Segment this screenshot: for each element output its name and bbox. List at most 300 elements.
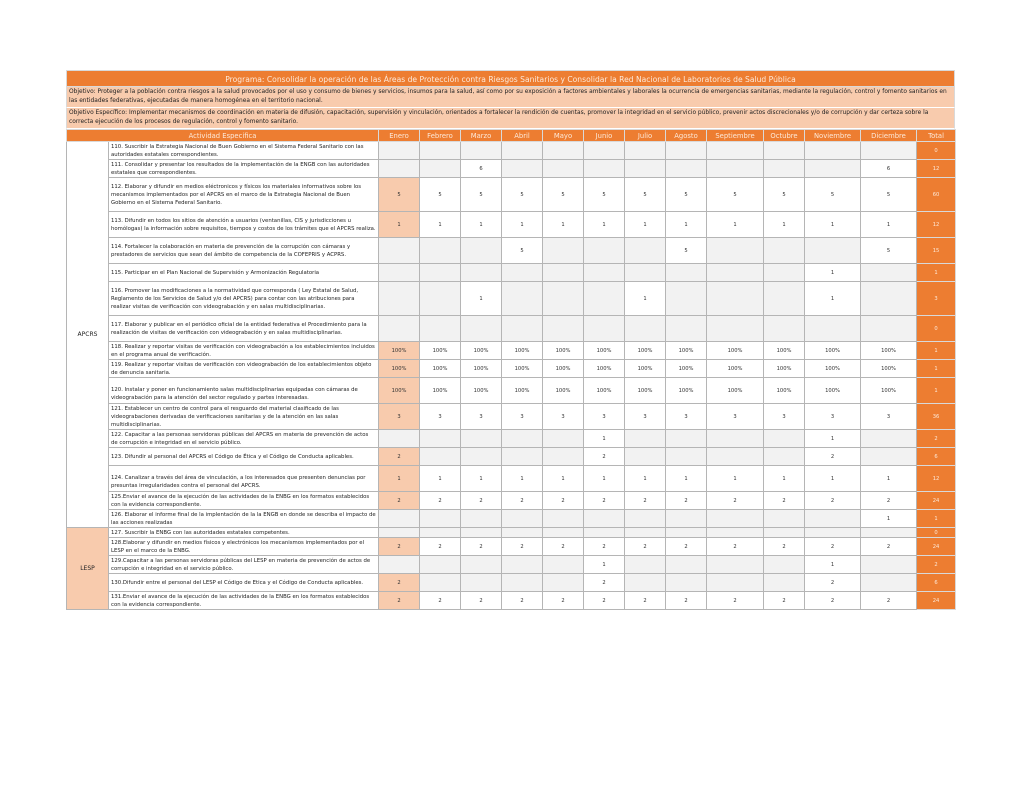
month-cell-agosto: 2 xyxy=(666,592,707,610)
month-cell-marzo xyxy=(461,316,502,342)
month-cell-junio xyxy=(584,282,625,316)
table-row xyxy=(67,160,956,178)
month-cell-mayo xyxy=(543,556,584,574)
month-cell-octubre xyxy=(764,160,805,178)
activity-sheet xyxy=(66,70,955,610)
month-cell-mayo xyxy=(543,574,584,592)
month-cell-mayo: 100% xyxy=(543,342,584,360)
month-cell-junio: 1 xyxy=(584,466,625,492)
month-cell-diciembre xyxy=(861,282,917,316)
month-cell-junio: 100% xyxy=(584,378,625,404)
month-cell-abril: 5 xyxy=(502,178,543,212)
month-cell-marzo: 6 xyxy=(461,160,502,178)
activity-description: 127. Suscribir la ENBG con las autoridades estatales competentes. xyxy=(109,528,379,538)
month-cell-diciembre: 100% xyxy=(861,360,917,378)
month-cell-enero xyxy=(379,316,420,342)
column-header-abril: Abril xyxy=(502,130,543,142)
objective-text: Objetivo: Proteger a la población contra riesgos a la salud provocados por el uso y consumo de bienes y servicios, insumos para la salud, así como por su exposición a factores ambientales y laborales la ocurrencia de emergencias sanitarias, mediante la regulación, control y fomento sanitarios en las entidades federativas, ejecutadas de manera homogénea en el territorio nacional. xyxy=(66,87,955,108)
month-cell-agosto xyxy=(666,264,707,282)
month-cell-noviembre: 1 xyxy=(805,430,861,448)
table-row xyxy=(67,592,956,610)
month-cell-diciembre: 3 xyxy=(861,404,917,430)
month-cell-octubre xyxy=(764,238,805,264)
month-cell-abril xyxy=(502,142,543,160)
month-cell-noviembre: 1 xyxy=(805,282,861,316)
month-cell-febrero: 5 xyxy=(420,178,461,212)
activity-description: 131.Enviar el avance de la ejecución de las actividades de la ENBG en los formatos establecidos con la evidencia correspondiente. xyxy=(109,592,379,610)
month-cell-octubre xyxy=(764,528,805,538)
activity-description: 111. Consolidar y presentar los resultados de la implementación de la ENGB con las autoridades estatales que correspondientes. xyxy=(109,160,379,178)
month-cell-octubre: 100% xyxy=(764,378,805,404)
month-cell-septiembre xyxy=(707,448,764,466)
month-cell-febrero xyxy=(420,430,461,448)
month-cell-abril xyxy=(502,430,543,448)
month-cell-diciembre xyxy=(861,528,917,538)
table-row xyxy=(67,238,956,264)
month-cell-enero xyxy=(379,264,420,282)
month-cell-mayo: 3 xyxy=(543,404,584,430)
month-cell-noviembre xyxy=(805,142,861,160)
month-cell-agosto xyxy=(666,448,707,466)
column-header-marzo: Marzo xyxy=(461,130,502,142)
month-cell-noviembre: 2 xyxy=(805,592,861,610)
activity-description: 123. Difundir al personal del APCRS el Código de Ética y el Código de Conducta aplicables. xyxy=(109,448,379,466)
table-row xyxy=(67,528,956,538)
total-cell: 6 xyxy=(917,574,956,592)
month-cell-enero: 3 xyxy=(379,404,420,430)
month-cell-octubre: 5 xyxy=(764,178,805,212)
month-cell-mayo: 100% xyxy=(543,360,584,378)
month-cell-octubre xyxy=(764,556,805,574)
table-row xyxy=(67,142,956,160)
month-cell-julio: 100% xyxy=(625,378,666,404)
total-cell: 2 xyxy=(917,556,956,574)
month-cell-diciembre xyxy=(861,574,917,592)
column-header-total: Total xyxy=(917,130,956,142)
month-cell-julio xyxy=(625,574,666,592)
month-cell-febrero xyxy=(420,510,461,528)
month-cell-agosto xyxy=(666,430,707,448)
total-cell: 3 xyxy=(917,282,956,316)
month-cell-noviembre xyxy=(805,510,861,528)
month-cell-diciembre: 1 xyxy=(861,212,917,238)
total-cell: 0 xyxy=(917,316,956,342)
month-cell-diciembre xyxy=(861,556,917,574)
month-cell-diciembre xyxy=(861,430,917,448)
month-cell-mayo: 2 xyxy=(543,592,584,610)
month-cell-julio: 1 xyxy=(625,466,666,492)
month-cell-junio: 100% xyxy=(584,342,625,360)
total-cell: 1 xyxy=(917,378,956,404)
month-cell-julio xyxy=(625,510,666,528)
table-row xyxy=(67,178,956,212)
month-cell-abril xyxy=(502,556,543,574)
month-cell-junio: 100% xyxy=(584,360,625,378)
month-cell-mayo xyxy=(543,264,584,282)
month-cell-enero: 2 xyxy=(379,492,420,510)
activity-description: 121. Establecer un centro de control para el resguardo del material clasificado de las videograbaciones derivadas de verificaciones sanitarias y de la atención en las salas multidisciplinarias. xyxy=(109,404,379,430)
activity-description: 114. Fortalecer la colaboración en materia de prevención de la corrupción con cámaras y prestadores de servicios que sean del ámbito de competencia de la COFEPRIS y ACPRS. xyxy=(109,238,379,264)
month-cell-julio: 3 xyxy=(625,404,666,430)
activity-description: 115. Participar en el Plan Nacional de Supervisión y Armonización Regulatoria xyxy=(109,264,379,282)
month-cell-mayo xyxy=(543,528,584,538)
month-cell-abril xyxy=(502,282,543,316)
month-cell-marzo: 2 xyxy=(461,492,502,510)
month-cell-septiembre xyxy=(707,264,764,282)
month-cell-diciembre: 1 xyxy=(861,510,917,528)
activity-description: 125.Enviar el avance de la ejecución de las actividades de la ENBG en los formatos establecidos con la evidencia correspondiente. xyxy=(109,492,379,510)
month-cell-mayo: 2 xyxy=(543,492,584,510)
month-cell-marzo xyxy=(461,430,502,448)
activity-description: 112. Elaborar y difundir en medios eléctronicos y físicos los materiales informativos sobre los mecanismos implementados por el APCRS en el marco de la Estrategia Nacional de Buen Gobierno en el Sistema Federal Sanitario. xyxy=(109,178,379,212)
column-header-agosto: Agosto xyxy=(666,130,707,142)
month-cell-junio: 3 xyxy=(584,404,625,430)
month-cell-noviembre: 100% xyxy=(805,378,861,404)
month-cell-julio: 2 xyxy=(625,592,666,610)
month-cell-octubre: 3 xyxy=(764,404,805,430)
month-cell-enero xyxy=(379,282,420,316)
column-header-activity: Actividad Especifica xyxy=(67,130,379,142)
month-cell-junio xyxy=(584,264,625,282)
month-cell-febrero: 2 xyxy=(420,538,461,556)
month-cell-septiembre xyxy=(707,430,764,448)
month-cell-octubre: 1 xyxy=(764,466,805,492)
table-row xyxy=(67,556,956,574)
month-cell-abril xyxy=(502,574,543,592)
program-title: Programa: Consolidar la operación de las Áreas de Protección contra Riesgos Sanitarios y Consolidar la Red Nacional de Laboratorios de Salud Pública xyxy=(66,70,955,87)
activity-description: 110. Suscribir la Estrategia Nacional de Buen Gobierno en el Sistema Federal Sanitario con las autoridades estatales correspondientes. xyxy=(109,142,379,160)
month-cell-diciembre: 2 xyxy=(861,492,917,510)
month-cell-agosto: 100% xyxy=(666,360,707,378)
month-cell-enero: 100% xyxy=(379,342,420,360)
month-cell-noviembre: 3 xyxy=(805,404,861,430)
total-cell: 6 xyxy=(917,448,956,466)
month-cell-abril xyxy=(502,316,543,342)
activity-description: 126. Elaborar el informe final de la implentación de la la ENGB en donde se describa el impacto de las acciones realizadas xyxy=(109,510,379,528)
month-cell-octubre: 2 xyxy=(764,538,805,556)
month-cell-abril: 3 xyxy=(502,404,543,430)
month-cell-junio xyxy=(584,142,625,160)
month-cell-julio: 100% xyxy=(625,360,666,378)
month-cell-abril: 100% xyxy=(502,360,543,378)
month-cell-septiembre xyxy=(707,160,764,178)
table-body xyxy=(67,142,956,610)
month-cell-julio xyxy=(625,528,666,538)
month-cell-marzo xyxy=(461,574,502,592)
month-cell-julio xyxy=(625,264,666,282)
month-cell-marzo: 2 xyxy=(461,538,502,556)
month-cell-febrero: 100% xyxy=(420,342,461,360)
column-header-febrero: Febrero xyxy=(420,130,461,142)
month-cell-mayo xyxy=(543,142,584,160)
month-cell-junio: 2 xyxy=(584,492,625,510)
activity-description: 120. Instalar y poner en funcionamiento salas multidisciplinarias equipadas con cámaras de videograbación para la atención del sector regulado y partes interesadas. xyxy=(109,378,379,404)
month-cell-mayo xyxy=(543,510,584,528)
month-cell-abril: 1 xyxy=(502,212,543,238)
month-cell-agosto xyxy=(666,282,707,316)
month-cell-agosto xyxy=(666,556,707,574)
month-cell-agosto xyxy=(666,142,707,160)
month-cell-agosto xyxy=(666,528,707,538)
total-cell: 0 xyxy=(917,528,956,538)
month-cell-febrero xyxy=(420,528,461,538)
month-cell-abril xyxy=(502,160,543,178)
month-cell-julio xyxy=(625,316,666,342)
total-cell: 2 xyxy=(917,430,956,448)
month-cell-abril: 100% xyxy=(502,342,543,360)
table-row xyxy=(67,492,956,510)
month-cell-enero: 100% xyxy=(379,360,420,378)
activity-description: 130.Difundir entre el personal del LESP el Código de Etica y el Código de Conducta aplicables. xyxy=(109,574,379,592)
month-cell-junio xyxy=(584,160,625,178)
month-cell-mayo xyxy=(543,316,584,342)
activity-description: 129.Capacitar a las personas servidoras públicas del LESP en materia de prevención de actos de corrupción e integridad en el servicio público. xyxy=(109,556,379,574)
month-cell-noviembre: 2 xyxy=(805,574,861,592)
month-cell-enero xyxy=(379,528,420,538)
month-cell-octubre xyxy=(764,448,805,466)
activity-description: 128.Elaborar y difundir en medios físicos y electrónicos los mecanismos implementados por el LESP en el marco de la ENBG. xyxy=(109,538,379,556)
table-row xyxy=(67,378,956,404)
total-cell: 1 xyxy=(917,510,956,528)
activity-description: 116. Promover las modificaciones a la normatividad que corresponda ( Ley Estatal de Salud, Reglamento de los Servicios de Salud y/o del APCRS) para contar con las atribuciones para realizar visitas de verificación con videograbación y en salas multidisciplinarias. xyxy=(109,282,379,316)
table-row xyxy=(67,342,956,360)
month-cell-octubre: 2 xyxy=(764,492,805,510)
month-cell-abril xyxy=(502,264,543,282)
activity-description: 117. Elaborar y publicar en el periódico oficial de la entidad federativa el Procedimiento para la realización de visitas de verificación con videograbación y en salas multidisciplinarias. xyxy=(109,316,379,342)
area-label: LESP xyxy=(67,528,109,610)
month-cell-abril: 2 xyxy=(502,592,543,610)
month-cell-marzo: 5 xyxy=(461,178,502,212)
month-cell-mayo: 2 xyxy=(543,538,584,556)
month-cell-noviembre: 100% xyxy=(805,360,861,378)
month-cell-mayo xyxy=(543,160,584,178)
month-cell-diciembre xyxy=(861,142,917,160)
month-cell-diciembre: 100% xyxy=(861,342,917,360)
month-cell-marzo: 2 xyxy=(461,592,502,610)
column-header-octubre: Octubre xyxy=(764,130,805,142)
month-cell-julio xyxy=(625,238,666,264)
month-cell-julio xyxy=(625,160,666,178)
month-cell-octubre xyxy=(764,142,805,160)
month-cell-julio xyxy=(625,556,666,574)
month-cell-abril xyxy=(502,510,543,528)
month-cell-noviembre: 2 xyxy=(805,492,861,510)
total-cell: 60 xyxy=(917,178,956,212)
activity-table xyxy=(66,129,956,610)
month-cell-marzo: 100% xyxy=(461,378,502,404)
month-cell-agosto: 1 xyxy=(666,212,707,238)
month-cell-marzo xyxy=(461,238,502,264)
table-row xyxy=(67,282,956,316)
month-cell-septiembre: 2 xyxy=(707,592,764,610)
total-cell: 24 xyxy=(917,538,956,556)
month-cell-enero: 1 xyxy=(379,212,420,238)
total-cell: 1 xyxy=(917,360,956,378)
month-cell-diciembre xyxy=(861,316,917,342)
month-cell-diciembre: 5 xyxy=(861,238,917,264)
month-cell-agosto: 100% xyxy=(666,342,707,360)
month-cell-enero: 1 xyxy=(379,466,420,492)
table-row xyxy=(67,316,956,342)
month-cell-marzo: 1 xyxy=(461,212,502,238)
month-cell-octubre xyxy=(764,282,805,316)
month-cell-abril: 2 xyxy=(502,492,543,510)
month-cell-junio xyxy=(584,238,625,264)
month-cell-enero xyxy=(379,510,420,528)
month-cell-mayo xyxy=(543,448,584,466)
total-cell: 1 xyxy=(917,264,956,282)
month-cell-febrero: 100% xyxy=(420,378,461,404)
month-cell-noviembre xyxy=(805,160,861,178)
month-cell-marzo xyxy=(461,528,502,538)
month-cell-febrero: 3 xyxy=(420,404,461,430)
specific-objective-text: Objetivo Específico: Implementar mecanismos de coordinación en materia de difusión, capacitación, supervisión y vinculación, orientados a fortalecer la rendición de cuentas, promover la integridad en el servicio público, prevenir actos discrecionales y/o de corrupción y dar certeza sobre la correcta ejecución de los procesos de regulación, control y fomento sanitario. xyxy=(66,108,955,129)
month-cell-abril: 1 xyxy=(502,466,543,492)
month-cell-octubre xyxy=(764,316,805,342)
month-cell-mayo: 100% xyxy=(543,378,584,404)
total-cell: 36 xyxy=(917,404,956,430)
month-cell-mayo: 1 xyxy=(543,466,584,492)
month-cell-enero: 2 xyxy=(379,592,420,610)
table-row xyxy=(67,466,956,492)
month-cell-septiembre xyxy=(707,142,764,160)
column-header-septiembre: Septiembre xyxy=(707,130,764,142)
month-cell-abril xyxy=(502,448,543,466)
table-row xyxy=(67,448,956,466)
month-cell-febrero: 1 xyxy=(420,466,461,492)
month-cell-diciembre xyxy=(861,264,917,282)
month-cell-octubre xyxy=(764,264,805,282)
month-cell-septiembre xyxy=(707,510,764,528)
month-cell-agosto xyxy=(666,574,707,592)
month-cell-noviembre xyxy=(805,238,861,264)
month-cell-noviembre: 1 xyxy=(805,466,861,492)
month-cell-marzo: 1 xyxy=(461,282,502,316)
month-cell-junio: 2 xyxy=(584,592,625,610)
month-cell-julio: 1 xyxy=(625,282,666,316)
month-cell-febrero xyxy=(420,556,461,574)
month-cell-julio: 5 xyxy=(625,178,666,212)
month-cell-enero: 5 xyxy=(379,178,420,212)
month-cell-septiembre xyxy=(707,316,764,342)
month-cell-junio: 1 xyxy=(584,212,625,238)
month-cell-junio: 2 xyxy=(584,538,625,556)
month-cell-febrero: 2 xyxy=(420,592,461,610)
month-cell-diciembre: 2 xyxy=(861,592,917,610)
table-row xyxy=(67,404,956,430)
month-cell-junio: 5 xyxy=(584,178,625,212)
month-cell-marzo: 1 xyxy=(461,466,502,492)
month-cell-noviembre xyxy=(805,528,861,538)
month-cell-febrero xyxy=(420,574,461,592)
month-cell-noviembre: 1 xyxy=(805,556,861,574)
month-cell-diciembre: 6 xyxy=(861,160,917,178)
month-cell-abril: 2 xyxy=(502,538,543,556)
column-header-julio: Julio xyxy=(625,130,666,142)
month-cell-septiembre xyxy=(707,528,764,538)
month-cell-junio xyxy=(584,528,625,538)
month-cell-diciembre xyxy=(861,448,917,466)
month-cell-noviembre: 5 xyxy=(805,178,861,212)
column-header-junio: Junio xyxy=(584,130,625,142)
month-cell-febrero xyxy=(420,238,461,264)
month-cell-septiembre xyxy=(707,282,764,316)
month-cell-febrero: 100% xyxy=(420,360,461,378)
month-cell-septiembre: 2 xyxy=(707,492,764,510)
month-cell-enero: 2 xyxy=(379,574,420,592)
month-cell-junio xyxy=(584,510,625,528)
month-cell-julio: 2 xyxy=(625,492,666,510)
month-cell-septiembre: 2 xyxy=(707,538,764,556)
month-cell-agosto: 2 xyxy=(666,538,707,556)
month-cell-marzo xyxy=(461,264,502,282)
month-cell-noviembre xyxy=(805,316,861,342)
month-cell-junio: 2 xyxy=(584,574,625,592)
month-cell-marzo: 100% xyxy=(461,360,502,378)
total-cell: 12 xyxy=(917,466,956,492)
month-cell-octubre: 100% xyxy=(764,360,805,378)
activity-description: 113. Difundir en todos los sitios de atención a usuarios (ventanillas, CIS y jurisdicciones u homólogas) la información sobre requisitos, tiempos y costos de los trámites que el APCRS realiza. xyxy=(109,212,379,238)
month-cell-agosto: 2 xyxy=(666,492,707,510)
month-cell-marzo: 100% xyxy=(461,342,502,360)
month-cell-mayo xyxy=(543,430,584,448)
table-row xyxy=(67,360,956,378)
month-cell-julio xyxy=(625,430,666,448)
total-cell: 12 xyxy=(917,212,956,238)
month-cell-julio xyxy=(625,142,666,160)
month-cell-diciembre: 5 xyxy=(861,178,917,212)
month-cell-febrero: 1 xyxy=(420,212,461,238)
month-cell-agosto xyxy=(666,316,707,342)
month-cell-agosto: 5 xyxy=(666,178,707,212)
total-cell: 24 xyxy=(917,492,956,510)
column-header-mayo: Mayo xyxy=(543,130,584,142)
month-cell-abril: 100% xyxy=(502,378,543,404)
month-cell-enero xyxy=(379,430,420,448)
month-cell-enero xyxy=(379,160,420,178)
month-cell-octubre xyxy=(764,510,805,528)
activity-description: 119. Realizar y reportar visitas de verificación con videograbación de los establecimientos objeto de denuncia sanitaria. xyxy=(109,360,379,378)
table-header-row xyxy=(67,130,956,142)
month-cell-febrero xyxy=(420,282,461,316)
month-cell-febrero xyxy=(420,316,461,342)
month-cell-mayo: 1 xyxy=(543,212,584,238)
month-cell-febrero xyxy=(420,264,461,282)
month-cell-febrero xyxy=(420,142,461,160)
activity-description: 118. Realizar y reportar visitas de verificación con videograbación a los establecimientos incluidos en el programa anual de verificación. xyxy=(109,342,379,360)
month-cell-agosto: 5 xyxy=(666,238,707,264)
month-cell-abril: 5 xyxy=(502,238,543,264)
total-cell: 12 xyxy=(917,160,956,178)
month-cell-julio: 100% xyxy=(625,342,666,360)
month-cell-junio: 1 xyxy=(584,430,625,448)
table-row xyxy=(67,264,956,282)
total-cell: 24 xyxy=(917,592,956,610)
activity-description: 124. Canalizar a través del área de vinculación, a los interesados que presenten denuncias por presuntas irregularidades contra el personal del APCRS. xyxy=(109,466,379,492)
month-cell-mayo xyxy=(543,282,584,316)
month-cell-septiembre: 1 xyxy=(707,466,764,492)
area-label: APCRS xyxy=(67,142,109,528)
month-cell-diciembre: 1 xyxy=(861,466,917,492)
table-row xyxy=(67,574,956,592)
table-row xyxy=(67,538,956,556)
month-cell-noviembre: 1 xyxy=(805,212,861,238)
total-cell: 15 xyxy=(917,238,956,264)
month-cell-septiembre: 100% xyxy=(707,378,764,404)
month-cell-junio: 1 xyxy=(584,556,625,574)
column-header-diciembre: Diciembre xyxy=(861,130,917,142)
month-cell-agosto: 100% xyxy=(666,378,707,404)
